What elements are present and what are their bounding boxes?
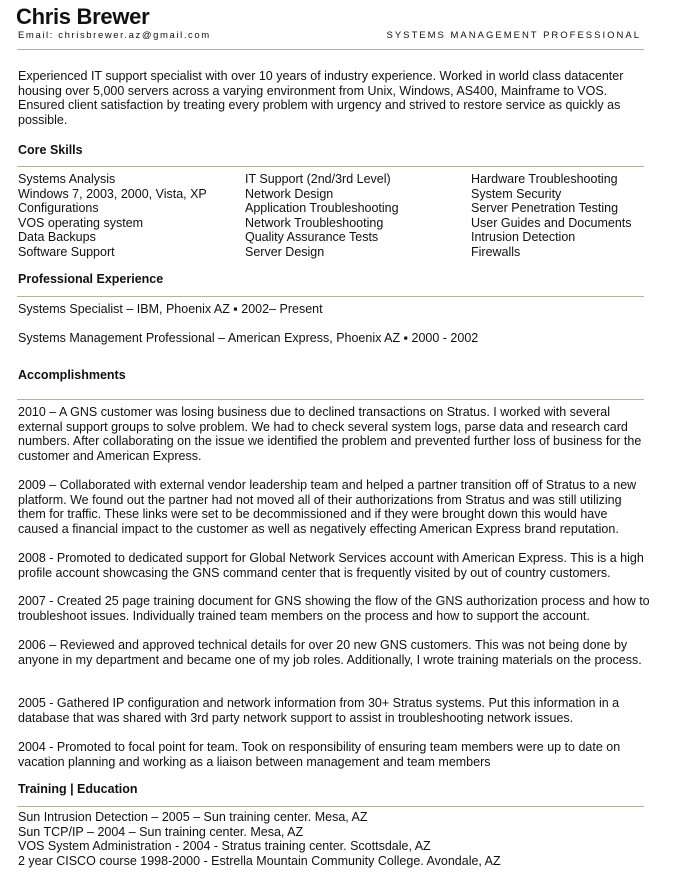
accomplishments-heading: Accomplishments bbox=[18, 368, 126, 382]
skill-item: Intrusion Detection bbox=[471, 230, 576, 244]
skill-item: Software Support bbox=[18, 244, 115, 259]
accomplishment-item: 2008 - Promoted to dedicated support for Global Network Services account with American Express. This is a high profile account showcasing the GNS command center that is frequently visited by out of country customers. bbox=[18, 551, 644, 580]
skill-item: Server Penetration Testing bbox=[471, 201, 619, 215]
skill-item: Systems Analysis bbox=[18, 172, 116, 186]
core-skills-divider bbox=[17, 166, 644, 167]
training-item: Sun TCP/IP – 2004 – Sun training center. Mesa, AZ bbox=[18, 824, 304, 839]
skill-item: Data Backups bbox=[18, 230, 96, 244]
accomplishment-item: 2004 - Promoted to focal point for team. Took on responsibility of ensuring team members were up to date on vacation planning and working as a liaison between management and team members bbox=[18, 740, 621, 769]
core-skills-heading: Core Skills bbox=[18, 143, 83, 157]
skill-item: Firewalls bbox=[471, 244, 521, 259]
accomplishment-item: 2010 – A GNS customer was losing business due to declined transactions on Stratus. I worked with several external support groups to solve problem. We had to check several system logs, parse data and research card numbers. After collaborating on the issue we identified the problem and prevented further loss of business for the customer and American Express. bbox=[18, 405, 642, 463]
experience-divider bbox=[17, 296, 644, 297]
training-heading: Training | Education bbox=[18, 782, 138, 796]
skill-item: VOS operating system bbox=[18, 215, 144, 230]
experience-heading: Professional Experience bbox=[18, 272, 164, 286]
skills-column-3 bbox=[471, 172, 632, 259]
training-list bbox=[18, 810, 501, 868]
training-divider bbox=[17, 806, 644, 807]
professional-title: SYSTEMS MANAGEMENT PROFESSIONAL bbox=[386, 30, 641, 41]
accomplishment-item: 2007 - Created 25 page training document for GNS showing the flow of the GNS authorization process and how to troubleshoot issues. Individually trained team members on the process and how to support the account. bbox=[18, 594, 650, 623]
training-item: 2 year CISCO course 1998-2000 - Estrella Mountain Community College. Avondale, AZ bbox=[18, 853, 501, 868]
skill-item: Network Design bbox=[245, 186, 334, 201]
header-divider bbox=[17, 49, 644, 50]
accomplishments-divider bbox=[17, 399, 644, 400]
candidate-name: Chris Brewer bbox=[16, 4, 150, 29]
training-item: VOS System Administration - 2004 - Stratus training center. Scottsdale, AZ bbox=[18, 839, 431, 853]
experience-item: Systems Specialist – IBM, Phoenix AZ ▪ 2002– Present bbox=[18, 302, 323, 316]
skill-item: User Guides and Documents bbox=[471, 215, 632, 230]
skill-item: Configurations bbox=[18, 201, 99, 215]
skill-item: Windows 7, 2003, 2000, Vista, XP bbox=[18, 186, 207, 201]
skills-column-2 bbox=[245, 172, 399, 259]
accomplishment-item: 2009 – Collaborated with external vendor leadership team and helped a partner transition off of Stratus to a new platform. We found out the partner had not moved all of their authorizations from Stratus and was still utilizing them for traffic. These links were set to be decommissioned and if they were brought down this would have caused a financial impact to the customer as well as negatively effecting American Express brand reputation. bbox=[18, 478, 637, 536]
skill-item: Server Design bbox=[245, 244, 325, 259]
skill-item: Quality Assurance Tests bbox=[245, 230, 379, 244]
skill-item: Application Troubleshooting bbox=[245, 201, 399, 215]
skill-item: System Security bbox=[471, 186, 562, 201]
accomplishment-item: 2005 - Gathered IP configuration and network information from 30+ Stratus systems. Put this information in a database that was shared with 3rd party network support to assist in troubleshooting network issues. bbox=[18, 696, 620, 725]
email-line: Email: chrisbrewer.az@gmail.com bbox=[18, 30, 211, 41]
accomplishment-item: 2006 – Reviewed and approved technical details for over 20 new GNS customers. This was not being done by anyone in my department and became one of my job roles. Additionally, I wrote training materials on the process. bbox=[18, 638, 642, 667]
skill-item: Hardware Troubleshooting bbox=[471, 172, 618, 186]
skill-item: IT Support (2nd/3rd Level) bbox=[245, 172, 391, 186]
experience-item: Systems Management Professional – American Express, Phoenix AZ ▪ 2000 - 2002 bbox=[18, 331, 479, 345]
summary-paragraph: Experienced IT support specialist with over 10 years of industry experience. Worked in world class datacenter housing over 5,000 servers across a varying environment from Unix, Windows, AS400, Mainframe to VOS. Ensured client satisfaction by treating every problem with urgency and strived to restore service as quickly as possible. bbox=[18, 69, 624, 127]
skill-item: Network Troubleshooting bbox=[245, 215, 384, 230]
training-item: Sun Intrusion Detection – 2005 – Sun training center. Mesa, AZ bbox=[18, 810, 368, 824]
skills-column-1 bbox=[18, 172, 207, 259]
